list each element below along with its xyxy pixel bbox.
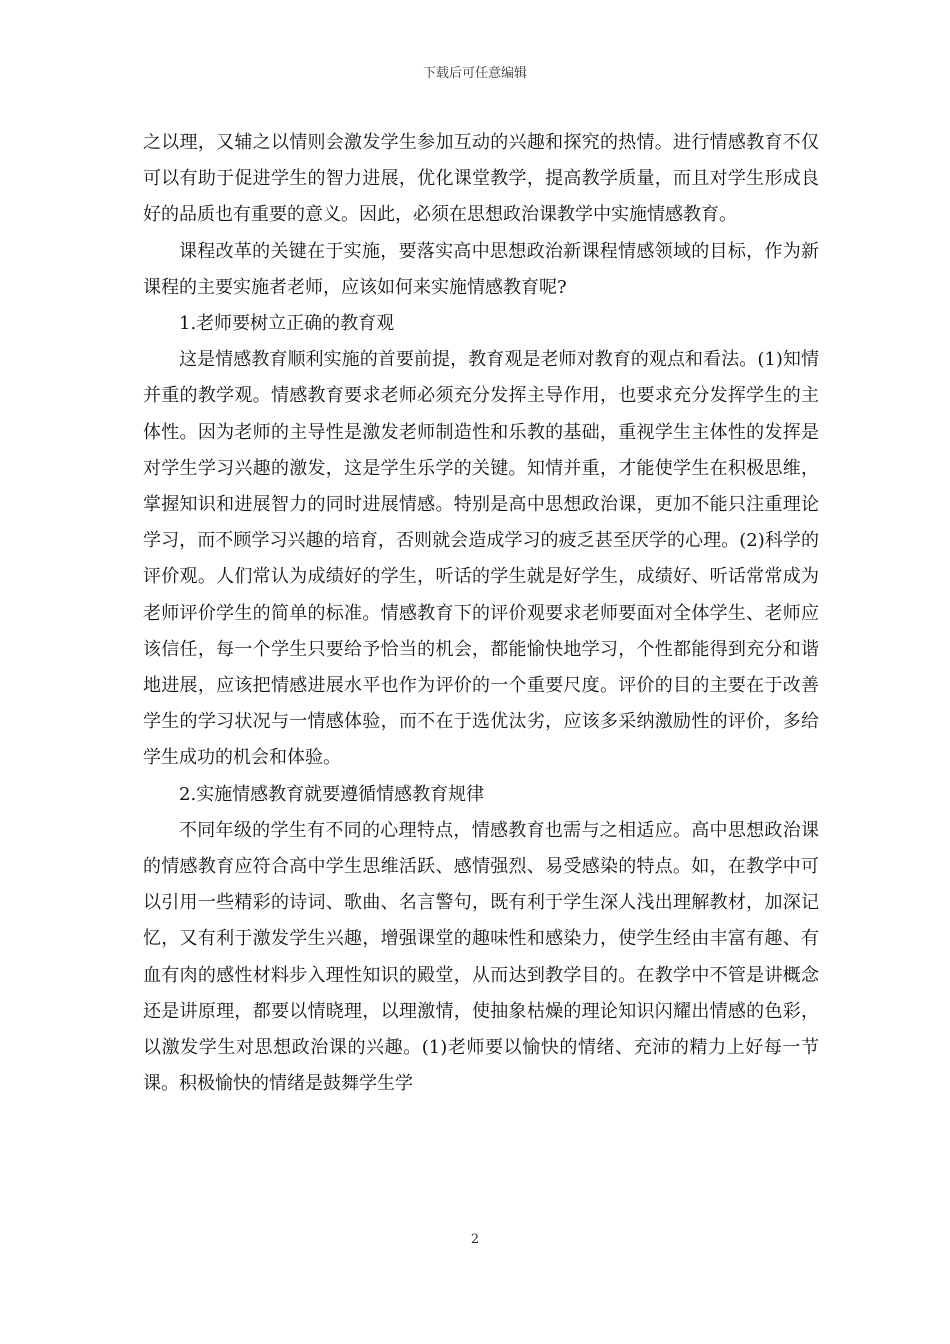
page-header: 下载后可任意编辑 — [422, 66, 527, 81]
paragraph-continuation: 之以理，又辅之以情则会激发学生参加互动的兴趣和探究的热情。进行情感教育不仅可以有助于促进学生的智力进展，优化课堂教学，提高教学质量，而且对学生形成良好的品质也有重要的意义。因此，必须在思想政治课教学中实施情感教育。 — [143, 132, 819, 226]
section-heading-1: 1.老师要树立正确的教育观 — [179, 313, 395, 335]
document-body — [143, 125, 819, 1102]
paragraph-intro-question: 课程改革的关键在于实施，要落实高中思想政治新课程情感领域的目标，作为新课程的主要实施者老师，应该如何来实施情感教育呢? — [143, 240, 819, 298]
page-number: 2 — [470, 1232, 480, 1247]
section-heading-2: 2.实施情感教育就要遵循情感教育规律 — [179, 783, 485, 805]
paragraph-emotion-rules: 不同年级的学生有不同的心理特点，情感教育也需与之相适应。高中思想政治课的情感教育应符合高中学生思维活跃、感情强烈、易受感染的特点。如，在教学中可以引用一些精彩的诗词、歌曲、名言警句，既有利于学生深人浅出理解教材，加深记忆，又有利于激发学生兴趣，增强课堂的趣味性和感染力，使学生经由丰富有趣、有血有肉的感性材料步入理性知识的殿堂，从而达到教学目的。在教学中不管是讲概念还是讲原理，都要以情晓理，以理激情，使抽象枯燥的理论知识闪耀出情感的色彩，以激发学生对思想政治课的兴趣。(1)老师要以愉快的情绪、充沛的精力上好每一节课。积极愉快的情绪是鼓舞学生学 — [143, 819, 819, 1095]
paragraph-education-view: 这是情感教育顺利实施的首要前提，教育观是老师对教育的观点和看法。(1)知情并重的教学观。情感教育要求老师必须充分发挥主导作用，也要求充分发挥学生的主体性。因为老师的主导性是激发老师制造性和乐教的基础，重视学生主体性的发挥是对学生学习兴趣的激发，这是学生乐学的关键。知情并重，才能使学生在积极思维，掌握知识和进展智力的同时进展情感。特别是高中思想政治课，更加不能只注重理论学习，而不顾学习兴趣的培育，否则就会造成学习的疲乏甚至厌学的心理。(2)科学的评价观。人们常认为成绩好的学生，听话的学生就是好学生，成绩好、听话常常成为老师评价学生的简单的标准。情感教育下的评价观要求老师要面对全体学生、老师应该信任，每一个学生只要给予恰当的机会，都能愉快地学习，个性都能得到充分和谐地进展，应该把情感进展水平也作为评价的一个重要尺度。评价的目的主要在于改善学生的学习状况与一情感体验，而不在于选优汰劣，应该多采纳激励性的评价，多给学生成功的机会和体验。 — [143, 349, 819, 769]
